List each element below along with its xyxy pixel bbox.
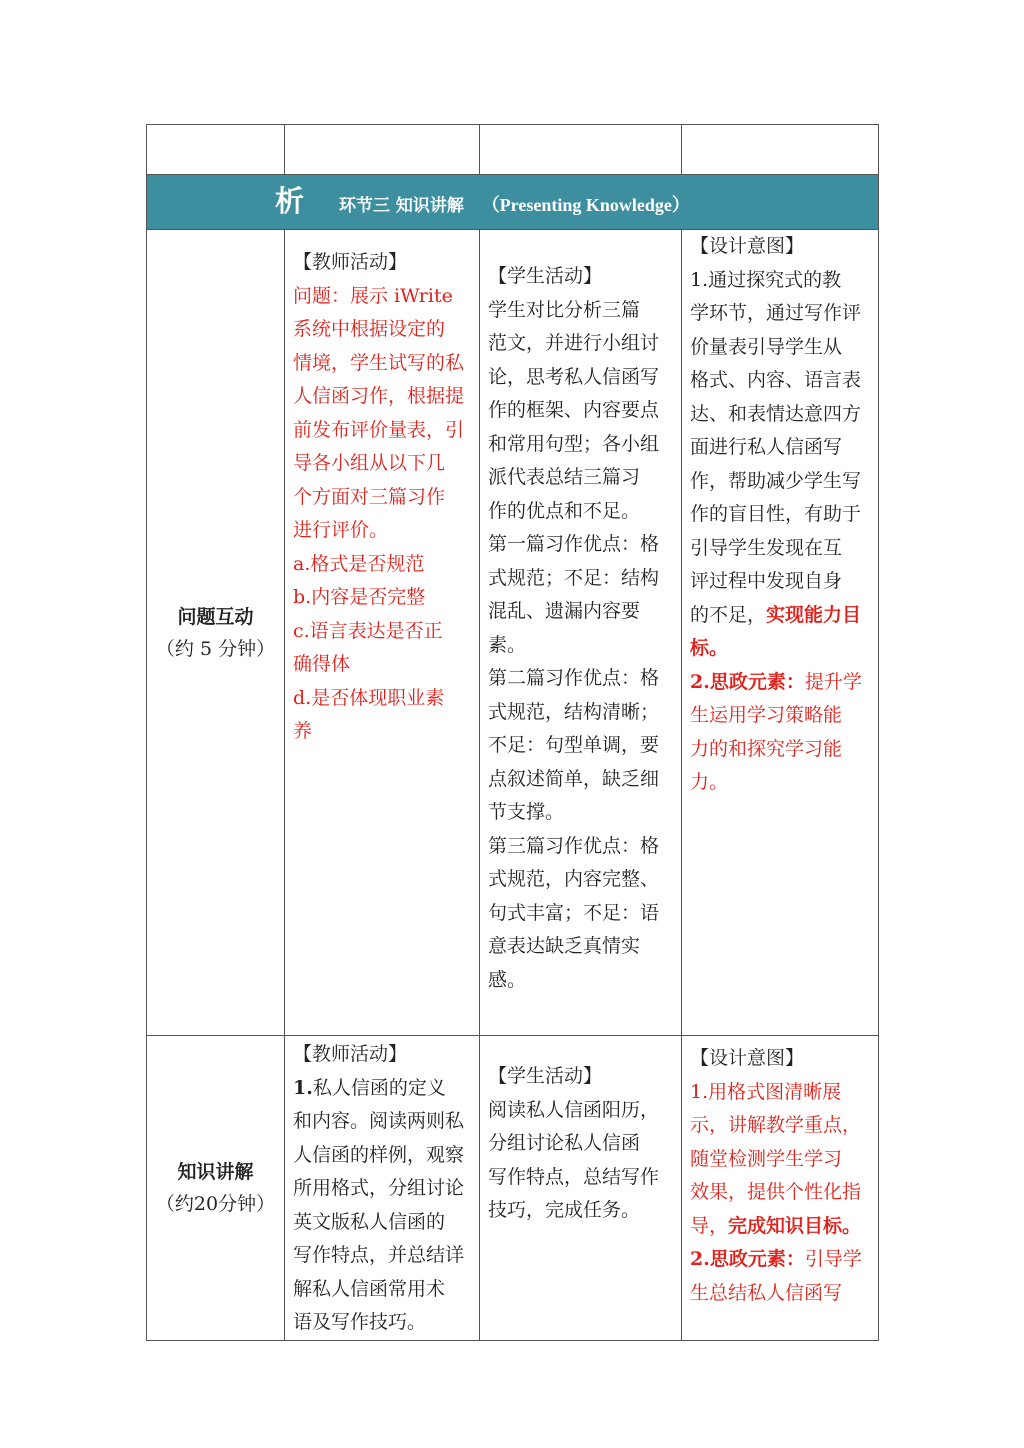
design-line: 学环节，通过写作评: [690, 302, 862, 324]
design-line: 价量表引导学生从: [690, 335, 843, 358]
student-line: 混乱、遗漏内容要: [488, 600, 641, 622]
design-intent-cell: [682, 1036, 879, 1341]
design-line: 面进行私人信函写: [690, 436, 843, 458]
design-line: [690, 1210, 870, 1244]
design-text: 导，: [690, 1214, 729, 1237]
teacher-line: 导各小组从以下几: [293, 452, 446, 474]
teacher-line: 情境，学生试写的私: [293, 351, 465, 374]
design-line: 引导学生发现在互: [690, 536, 843, 559]
student-line: 意表达缺乏真情实: [488, 935, 641, 957]
student-line: 和常用句型；各小组: [488, 432, 660, 455]
student-line: 节支撑。: [488, 801, 565, 823]
section-char: 析: [275, 184, 305, 218]
empty-cell: [147, 125, 285, 175]
student-line: 式规范，结构清晰；: [488, 700, 660, 723]
design-header: 【设计意图】: [690, 1047, 805, 1069]
ideology-text: 提升学: [804, 670, 862, 693]
teacher-line: 语及写作技巧。: [293, 1311, 427, 1333]
design-line: 达、和表情达意四方: [690, 402, 862, 425]
ideology-line: [690, 666, 870, 700]
design-line: 效果，提供个性化指: [690, 1181, 862, 1203]
section-band: [147, 175, 879, 230]
student-line: 写作特点，总结写作: [488, 1165, 660, 1188]
design-line: [690, 599, 870, 633]
lesson-plan-table: [146, 124, 879, 1341]
section-title-en: （Presenting Knowledge）: [481, 195, 690, 215]
ideology-line: 生总结私人信函写: [690, 1281, 843, 1304]
ability-goal: 实现能力目: [766, 603, 862, 626]
student-line: 作的框架、内容要点: [488, 399, 660, 421]
teacher-header: 【教师活动】: [293, 1043, 408, 1065]
student-line: 第三篇习作优点：格: [488, 834, 660, 857]
teacher-line: 和内容。阅读两则私: [293, 1110, 465, 1132]
student-line: 第一篇习作优点：格: [488, 533, 660, 555]
empty-header-row: [147, 125, 879, 175]
design-header: 【设计意图】: [690, 235, 805, 257]
teacher-activity-cell: [285, 1036, 480, 1341]
row-label-cell: [147, 1036, 285, 1341]
criterion-item: c.语言表达是否正: [293, 619, 443, 642]
ideology-line: 力的和探究学习能: [690, 737, 843, 760]
teacher-item-no: 1.: [293, 1076, 313, 1099]
student-line: 第二篇习作优点：格: [488, 667, 660, 689]
section-title: [339, 194, 690, 217]
teacher-line: 英文版私人信函的: [293, 1210, 446, 1233]
criterion-item: b.内容是否完整: [293, 586, 426, 608]
teacher-line: 人信函习作，根据提: [293, 385, 465, 407]
ideology-label: 2.思政元素：: [690, 670, 805, 693]
row-label: 问题互动: [177, 605, 254, 628]
design-line: 作的盲目性，有助于: [690, 503, 862, 525]
design-text: 的不足，: [690, 603, 767, 626]
row-label: 知识讲解: [177, 1160, 254, 1183]
design-intent-cell: [682, 230, 879, 1036]
student-activity-cell: [480, 230, 682, 1036]
student-line: 素。: [488, 633, 527, 656]
teacher-line: 系统中根据设定的: [293, 318, 446, 340]
student-line: 句式丰富；不足：语: [488, 901, 660, 924]
design-line: 1.用格式图清晰展: [690, 1080, 842, 1103]
teacher-line: 人信函的样例，观察: [293, 1143, 465, 1166]
student-line: 学生对比分析三篇: [488, 298, 641, 321]
student-line: 不足：句型单调，要: [488, 734, 660, 756]
row-time: （约20分钟）: [155, 1192, 276, 1215]
teacher-activity-cell: [285, 230, 480, 1036]
section-band-row: [147, 175, 879, 230]
knowledge-goal: 完成知识目标。: [728, 1214, 862, 1237]
empty-cell: [480, 125, 682, 175]
design-line: 随堂检测学生学习: [690, 1147, 843, 1170]
empty-cell: [682, 125, 879, 175]
teacher-line: 前发布评价量表，引: [293, 418, 465, 441]
criterion-item: d.是否体现职业素: [293, 686, 445, 709]
ideology-line: 力。: [690, 771, 729, 793]
ability-goal-cont: 标。: [690, 637, 729, 659]
student-line: 式规范；不足：结构: [488, 566, 660, 589]
criterion-item: a.格式是否规范: [293, 552, 425, 575]
student-line: 分组讨论私人信函: [488, 1132, 641, 1154]
teacher-header: 【教师活动】: [293, 251, 408, 273]
student-header: 【学生活动】: [488, 1065, 603, 1087]
student-line: 点叙述简单，缺乏细: [488, 767, 660, 790]
teacher-item-text: 私人信函的定义: [312, 1076, 446, 1099]
student-line: 作的优点和不足。: [488, 499, 641, 522]
ideology-line: [690, 1243, 870, 1277]
student-line: 感。: [488, 968, 527, 991]
ideology-label: 2.思政元素：: [690, 1248, 805, 1270]
row-label-cell: [147, 230, 285, 1036]
section-title-cn: 环节三 知识讲解: [339, 196, 464, 216]
student-line: 派代表总结三篇习: [488, 466, 641, 488]
student-line: 论，思考私人信函写: [488, 365, 660, 388]
student-line: 式规范，内容完整、: [488, 868, 660, 890]
ideology-line: 生运用学习策略能: [690, 704, 843, 726]
criterion-item: 养: [293, 720, 313, 742]
teacher-line: 写作特点，并总结详: [293, 1244, 465, 1266]
teacher-line: 个方面对三篇习作: [293, 485, 446, 508]
student-line: 阅读私人信函阳历，: [488, 1098, 660, 1121]
activity-row-interaction: [147, 230, 879, 1036]
activity-row-knowledge: [147, 1036, 879, 1341]
design-line: 格式、内容、语言表: [690, 369, 862, 391]
teacher-line: 解私人信函常用术: [293, 1277, 446, 1300]
teacher-line: 问题：展示 iWrite: [293, 284, 453, 307]
row-time: （约 5 分钟）: [155, 637, 276, 660]
teacher-line: 进行评价。: [293, 519, 389, 541]
design-line: 1.通过探究式的教: [690, 268, 842, 291]
criterion-item: 确得体: [293, 653, 351, 675]
teacher-line: [293, 1072, 471, 1106]
student-activity-cell: [480, 1036, 682, 1341]
empty-cell: [285, 125, 480, 175]
design-line: 示，讲解教学重点，: [690, 1114, 862, 1136]
design-line: 评过程中发现自身: [690, 570, 843, 592]
design-line: 作，帮助减少学生写: [690, 469, 862, 492]
teacher-line: 所用格式，分组讨论: [293, 1177, 465, 1199]
student-line: 技巧，完成任务。: [488, 1199, 641, 1221]
student-header: 【学生活动】: [488, 265, 603, 287]
student-line: 范文，并进行小组讨: [488, 332, 660, 354]
ideology-text: 引导学: [804, 1248, 862, 1270]
